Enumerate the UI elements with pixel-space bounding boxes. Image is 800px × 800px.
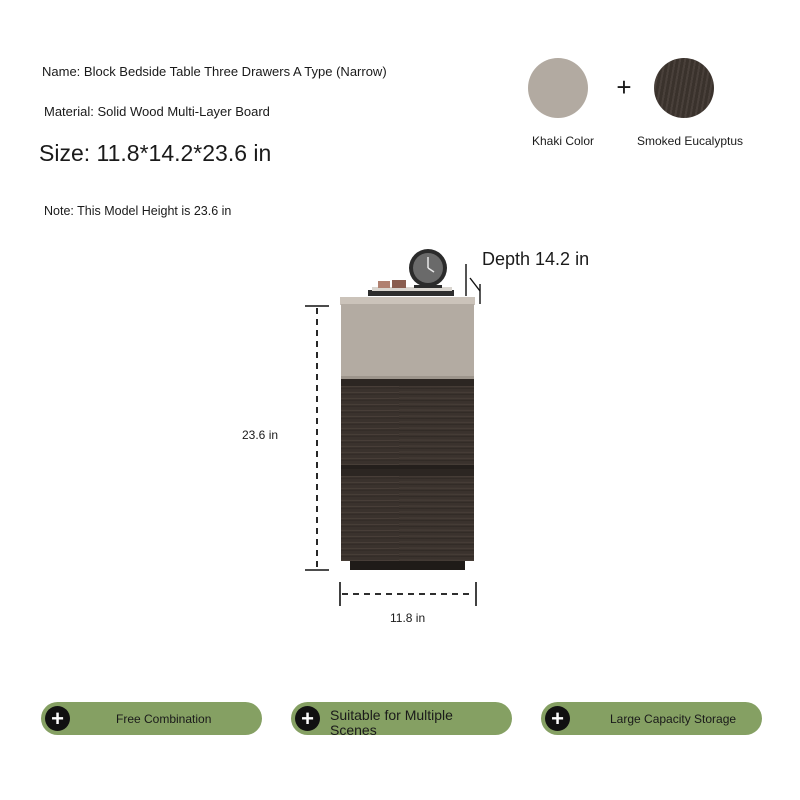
- product-note: Note: This Model Height is 23.6 in: [44, 204, 232, 218]
- feature-label: Free Combination: [116, 712, 212, 726]
- plus-circle-icon: +: [45, 706, 70, 731]
- feature-free-combination: [41, 702, 262, 735]
- depth-label: Depth 14.2 in: [482, 249, 590, 269]
- width-label: 11.8 in: [390, 611, 426, 625]
- width-dimension-line: [340, 582, 476, 606]
- smoked-eucalyptus-label: Smoked Eucalyptus: [636, 134, 744, 148]
- tabletop-decor: [368, 249, 466, 296]
- middle-drawer: [341, 379, 474, 469]
- plus-circle-icon: +: [295, 706, 320, 731]
- product-size: Size: 11.8*14.2*23.6 in: [39, 140, 272, 166]
- product-name: Name: Block Bedside Table Three Drawers A Type (Narrow): [42, 64, 387, 79]
- height-dimension-line: [305, 306, 329, 570]
- feature-large-capacity: [541, 702, 762, 735]
- bottom-drawer: [341, 469, 474, 570]
- top-drawer: [340, 297, 475, 379]
- plus-icon: +: [616, 72, 632, 102]
- khaki-color-label: Khaki Color: [531, 134, 595, 148]
- product-material: Material: Solid Wood Multi-Layer Board: [44, 104, 270, 119]
- height-label: 23.6 in: [242, 428, 279, 442]
- feature-label: Suitable for Multiple Scenes: [330, 707, 453, 738]
- feature-label: Large Capacity Storage: [610, 712, 737, 726]
- feature-multiple-scenes: [291, 702, 512, 738]
- plus-circle-icon: +: [545, 706, 570, 731]
